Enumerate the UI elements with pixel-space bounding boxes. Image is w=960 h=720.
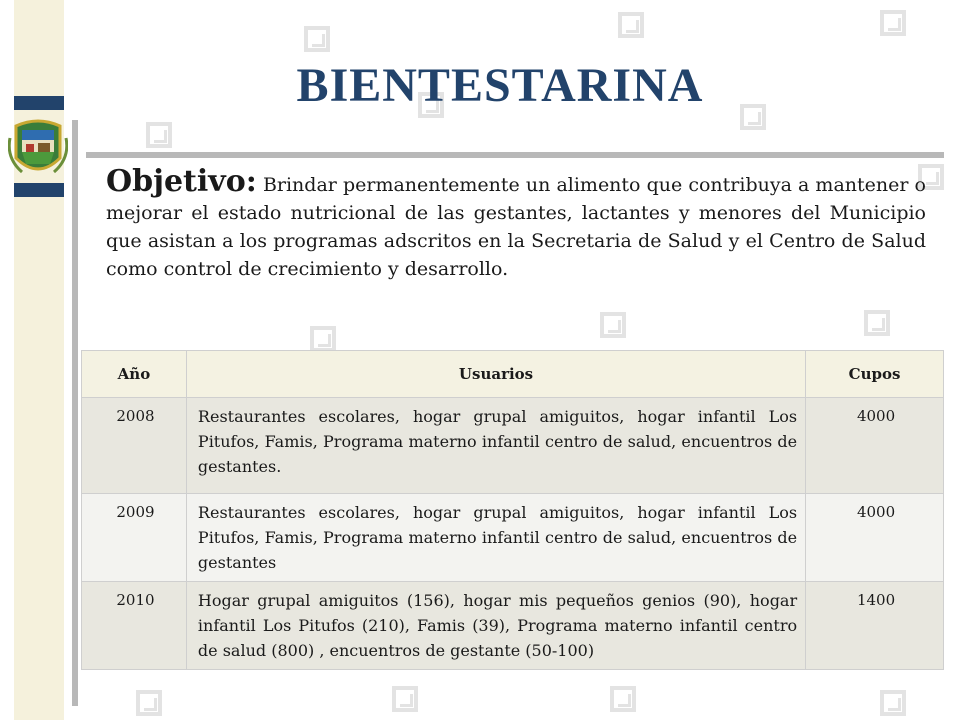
left-accent-bar-bottom	[14, 183, 64, 197]
table-row	[82, 398, 944, 494]
greek-key-icon	[304, 26, 330, 52]
users-cell: Hogar grupal amiguitos (156), hogar mis pequeños genios (90), hogar infantil Los Pitufos (210), Famis (39), Programa materno infantil centro de salud (800) , encuentros de gestante (50-100)	[186, 582, 805, 670]
greek-key-icon	[136, 690, 162, 716]
table-row	[82, 582, 944, 670]
cupos-cell: 4000	[806, 494, 944, 582]
greek-key-icon	[392, 686, 418, 712]
cupos-cell: 1400	[806, 582, 944, 670]
table-header-row	[82, 351, 944, 398]
vertical-rule	[72, 120, 78, 706]
table-row	[82, 494, 944, 582]
greek-key-icon	[310, 326, 336, 352]
objective-paragraph	[106, 164, 926, 283]
objective-text: Brindar permanentemente un alimento que contribuya a mantener o mejorar el estado nutricional de las gestantes, lactantes y menores del Municipio que asistan a los programas adscritos en la Secretaria de Salud y el Centro de Salud como control de crecimiento y desarrollo.	[106, 174, 926, 280]
horizontal-rule	[86, 152, 944, 158]
greek-key-icon	[600, 312, 626, 338]
greek-key-icon	[864, 310, 890, 336]
year-cell: 2009	[82, 494, 187, 582]
greek-key-icon	[880, 10, 906, 36]
beneficiaries-table	[81, 350, 944, 670]
year-cell: 2010	[82, 582, 187, 670]
users-cell: Restaurantes escolares, hogar grupal amiguitos, hogar infantil Los Pitufos, Famis, Programa materno infantil centro de salud, encuentros de gestantes.	[186, 398, 805, 494]
municipal-crest-icon	[8, 114, 68, 184]
year-cell: 2008	[82, 398, 187, 494]
greek-key-icon	[610, 686, 636, 712]
page-title: BIENTESTARINA	[296, 59, 704, 112]
users-cell: Restaurantes escolares, hogar grupal amiguitos, hogar infantil Los Pitufos, Famis, Programa materno infantil centro de salud, encuentros de gestantes	[186, 494, 805, 582]
greek-key-icon	[618, 12, 644, 38]
cupos-cell: 4000	[806, 398, 944, 494]
greek-key-icon	[146, 122, 172, 148]
column-header-users: Usuarios	[186, 351, 805, 398]
objective-label: Objetivo:	[106, 164, 257, 199]
column-header-cupos: Cupos	[806, 351, 944, 398]
greek-key-icon	[880, 690, 906, 716]
column-header-year: Año	[82, 351, 187, 398]
